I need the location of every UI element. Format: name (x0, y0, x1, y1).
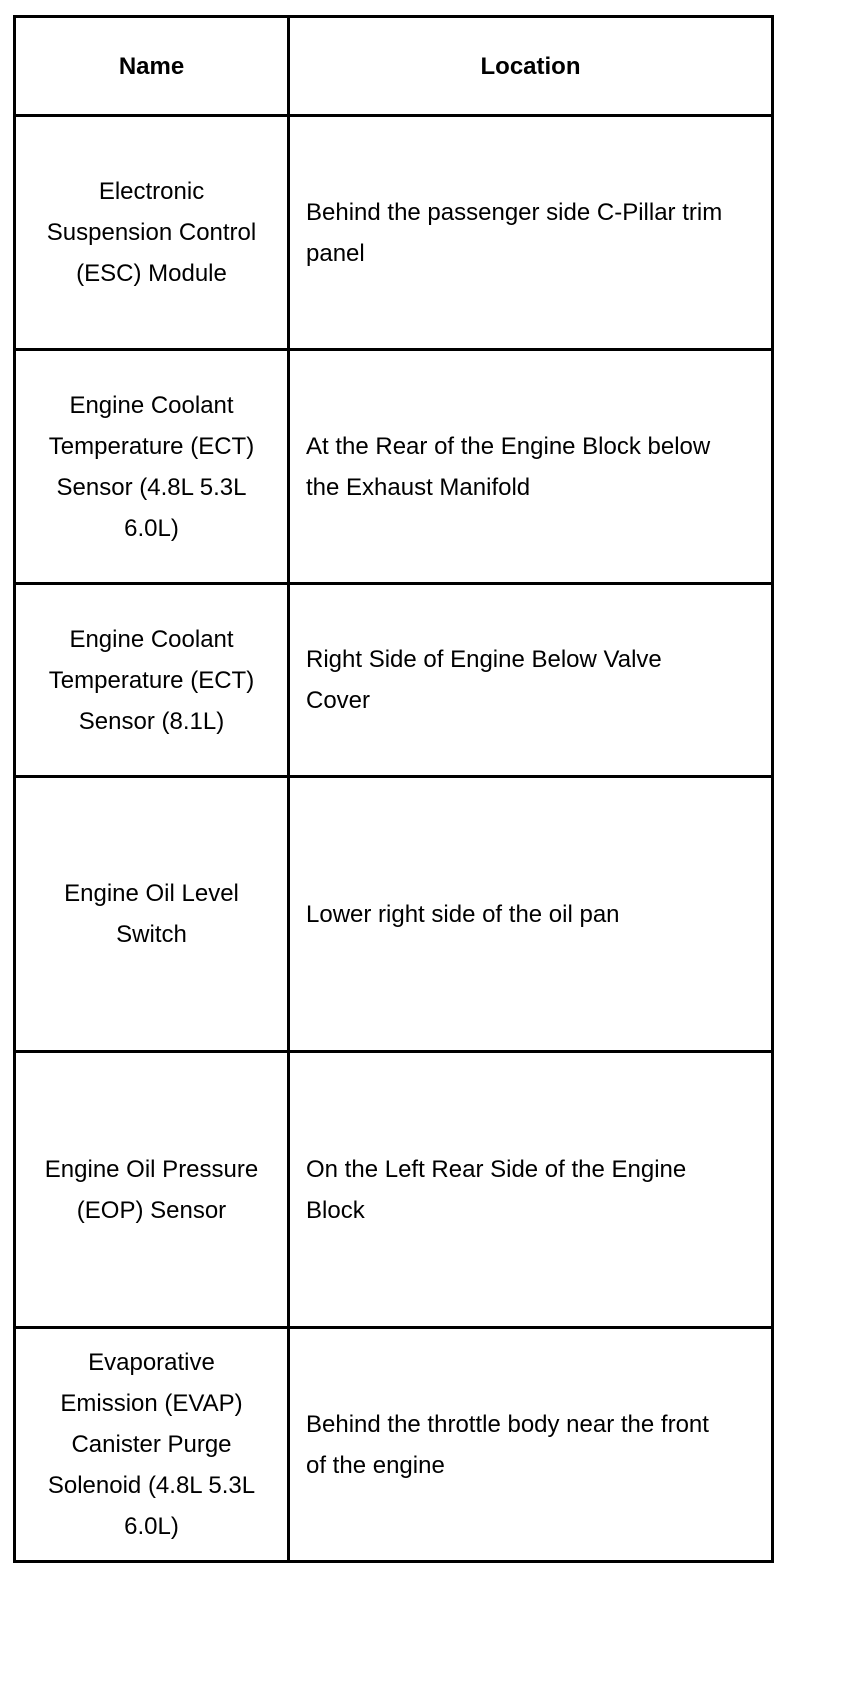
component-location: Lower right side of the oil pan (289, 777, 773, 1052)
component-location-table (13, 15, 774, 1563)
component-name: Engine Oil Pressure (EOP) Sensor (15, 1052, 289, 1328)
header-name: Name (15, 17, 289, 116)
component-location: Behind the passenger side C-Pillar trim panel (289, 116, 773, 350)
component-name: Engine Oil Level Switch (15, 777, 289, 1052)
component-name: Evaporative Emission (EVAP) Canister Purge Solenoid (4.8L 5.3L 6.0L) (15, 1328, 289, 1562)
header-location: Location (289, 17, 773, 116)
component-location: On the Left Rear Side of the Engine Block (289, 1052, 773, 1328)
table-row (15, 350, 773, 584)
component-name: Engine Coolant Temperature (ECT) Sensor (8.1L) (15, 584, 289, 777)
component-location: Right Side of Engine Below Valve Cover (289, 584, 773, 777)
component-location: At the Rear of the Engine Block below the Exhaust Manifold (289, 350, 773, 584)
table-row (15, 1328, 773, 1562)
component-location: Behind the throttle body near the front of the engine (289, 1328, 773, 1562)
table-row (15, 584, 773, 777)
table-row (15, 1052, 773, 1328)
table-row (15, 777, 773, 1052)
component-name: Electronic Suspension Control (ESC) Module (15, 116, 289, 350)
header-row (15, 17, 773, 116)
component-name: Engine Coolant Temperature (ECT) Sensor (4.8L 5.3L 6.0L) (15, 350, 289, 584)
table-row (15, 116, 773, 350)
